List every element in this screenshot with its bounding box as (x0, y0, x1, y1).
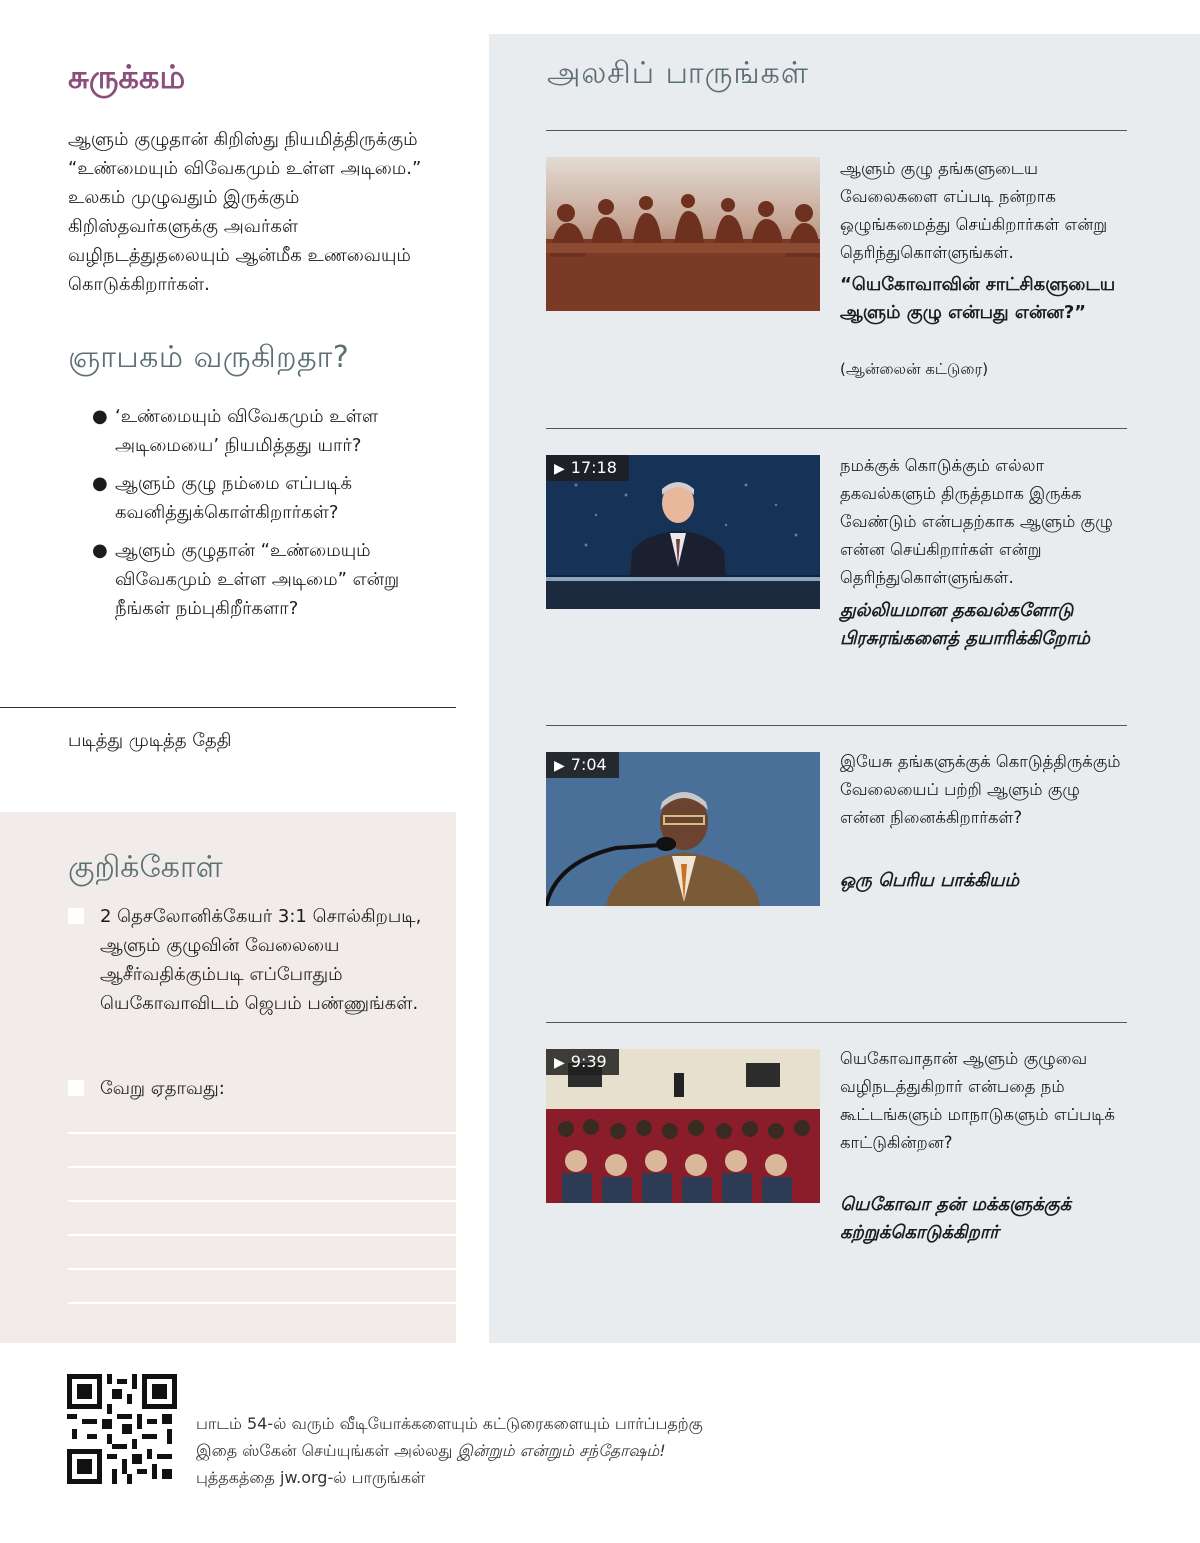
bullet-icon: ● (92, 406, 108, 427)
footer-instructions: பாடம் 54-ல் வரும் வீடியோக்களையும் கட்டுரைகளையும் பார்ப்பதற்கு இதை ஸ்கேன் செய்யுங்கள் அல்லது இன்றும் என்றும் சந்தோஷம்! புத்தகத்தை jw.org-ல் பாருங்கள் (196, 1414, 703, 1487)
play-icon: ▶ (554, 461, 565, 477)
video-duration: ▶ 17:18 (546, 455, 629, 481)
summary-text: ஆளும் குழுதான் கிறிஸ்து நியமித்திருக்கும் “உண்மையும் விவேகமும் உள்ள அடிமை.” உலகம் முழுவதும் இருக்கும் கிறிஸ்தவர்களுக்கு அவர்கள் வழிநடத்துதலையும் ஆன்மீக உணவையும் கொடுக்கிறார்கள். (68, 129, 422, 295)
book-title: இன்றும் என்றும் சந்தோஷம்! (457, 1441, 666, 1460)
writing-line[interactable] (68, 1268, 456, 1270)
explore-description: நமக்குக் கொடுக்கும் எல்லா தகவல்களும் திருத்தமாக இருக்க வேண்டும் என்பதற்காக ஆளும் குழு என்ன செய்கிறார்கள் என்று தெரிந்துகொள்ளுங்கள். (840, 456, 1113, 587)
checkbox[interactable] (68, 908, 84, 924)
video-link[interactable]: ஒரு பெரிய பாக்கியம் (840, 870, 1020, 891)
list-item: ● ஆளும் குழு நம்மை எப்படிக் கவனித்துக்கொள்கிறார்கள்? (92, 469, 432, 527)
goal-title: குறிக்கோள் (68, 850, 223, 885)
completion-date-label: படித்து முடித்த தேதி (68, 730, 232, 751)
video-duration: ▶ 7:04 (546, 752, 619, 778)
list-item: ● ஆளும் குழுதான் “உண்மையும் விவேகமும் உள்ள அடிமை” என்று நீங்கள் நம்புகிறீர்களா? (92, 536, 432, 623)
summary-title: சுருக்கம் (68, 58, 186, 96)
divider (546, 130, 1127, 131)
writing-line[interactable] (68, 1166, 456, 1168)
remember-title: ஞாபகம் வருகிறதா? (68, 340, 350, 375)
writing-line[interactable] (68, 1234, 456, 1236)
explore-description: இயேசு தங்களுக்குக் கொடுத்திருக்கும் வேலையைப் பற்றி ஆளும் குழு என்ன நினைக்கிறார்கள்? (840, 752, 1121, 827)
writing-line[interactable] (68, 1200, 456, 1202)
video-link[interactable]: யெகோவா தன் மக்களுக்குக் கற்றுக்கொடுக்கிறார் (840, 1194, 1072, 1243)
video-thumbnail[interactable] (546, 1049, 820, 1203)
divider (546, 1022, 1127, 1023)
divider (546, 428, 1127, 429)
goal-item-prayer: 2 தெசலோனிக்கேயர் 3:1 சொல்கிறபடி, ஆளும் குழுவின் வேலையை ஆசீர்வதிக்கும்படி எப்போதும் யெகோவாவிடம் ஜெபம் பண்ணுங்கள். (68, 902, 428, 1018)
video-thumbnail[interactable] (546, 455, 820, 609)
writing-line[interactable] (68, 1302, 456, 1304)
qr-code-icon[interactable] (67, 1374, 177, 1484)
link-type-note: (ஆன்லைன் கட்டுரை) (840, 360, 989, 378)
play-icon: ▶ (554, 758, 565, 774)
video-link[interactable]: துல்லியமான தகவல்களோடு பிரசுரங்களைத் தயாரிக்கிறோம் (840, 600, 1091, 649)
article-link[interactable]: “யெகோவாவின் சாட்சிகளுடைய ஆளும் குழு என்பது என்ன?” (840, 274, 1116, 323)
video-thumbnail[interactable] (546, 752, 820, 906)
bullet-icon: ● (92, 540, 108, 561)
play-icon: ▶ (554, 1055, 565, 1071)
writing-line[interactable] (68, 1132, 456, 1134)
bullet-icon: ● (92, 473, 108, 494)
explore-description: யெகோவாதான் ஆளும் குழுவை வழிநடத்துகிறார் என்பதை நம் கூட்டங்களும் மாநாடுகளும் எப்படிக் காட்டுகின்றன? (840, 1049, 1115, 1152)
explore-title: அலசிப் பாருங்கள் (547, 56, 809, 91)
explore-description: ஆளும் குழு தங்களுடைய வேலைகளை எப்படி நன்றாக ஒழுங்கமைத்து செய்கிறார்கள் என்று தெரிந்துகொள்ளுங்கள். (840, 159, 1108, 262)
list-item: ● ‘உண்மையும் விவேகமும் உள்ள அடிமையை’ நியமித்தது யார்? (92, 402, 432, 460)
meeting-silhouette-image (546, 157, 820, 311)
goal-item-other: வேறு ஏதாவது: (68, 1074, 428, 1103)
explore-panel (489, 34, 1200, 1343)
divider (0, 707, 456, 708)
checkbox[interactable] (68, 1080, 84, 1096)
goal-panel (0, 812, 456, 1343)
video-duration: ▶ 9:39 (546, 1049, 619, 1075)
divider (546, 725, 1127, 726)
article-thumbnail[interactable] (546, 157, 820, 311)
review-questions (92, 402, 432, 632)
